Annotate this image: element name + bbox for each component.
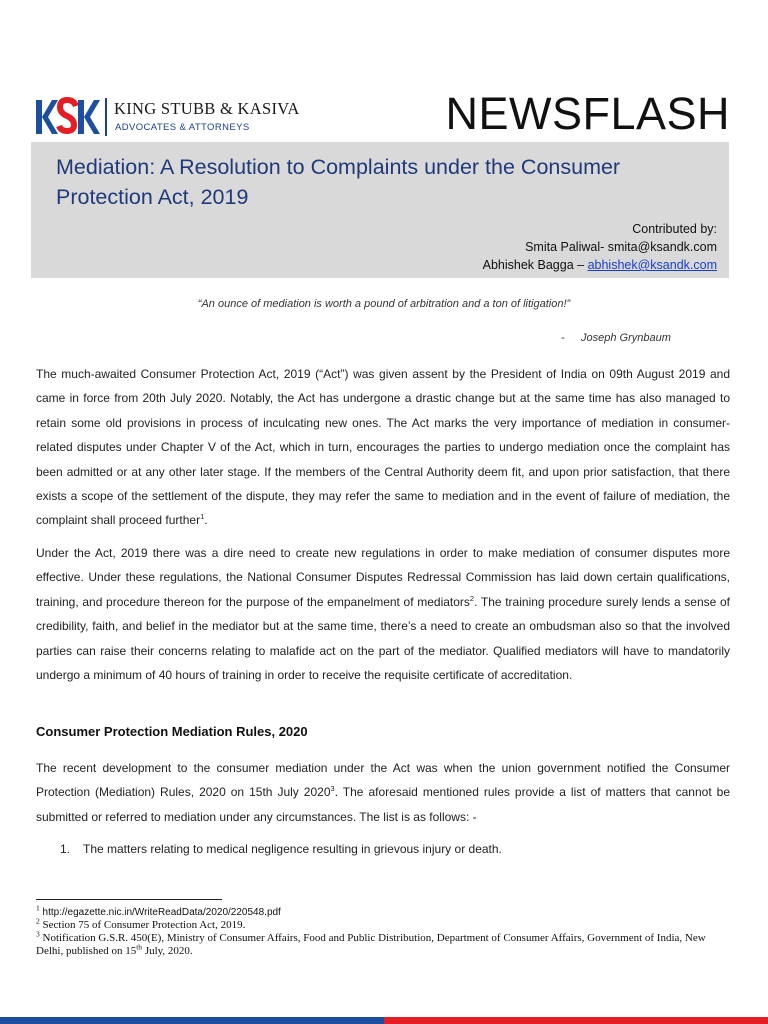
ordinal-suffix: th (136, 942, 143, 952)
paragraph-text: . The training procedure surely lends a sense of credibility, faith, and belief in the mediator but at the same time, there’s a need to create an ombudsman also so that the involved parties can raise their concerns relating to malafide act on the part of the mediator. Qualified mediators will have to mandatorily undergo a minimum of 40 hours of training in order to receive the requisite certificate of accreditation. (36, 594, 731, 683)
footnotes (36, 903, 732, 958)
paragraph-text: ”) was given assent by the President of India on 09th August 2019 and came in force from 20th July 2020. Notably, the Act has undergone a drastic change but at the same time has also managed to retain some old provisions in process of inculcating new ones. The Act marks the very importance of mediation in consumer-related disputes under Chapter V of the Act, which in turn, encourages the parties to undergo mediation once the complaint has been admitted or at any other later stage. If the members of the Central Authority deem fit, and upon prior satisfaction, that there exists a scope of the settlement of the dispute, they may refer the same to mediation and in the event of failure of mediation, the complaint shall proceed further (36, 367, 731, 528)
act-term: Act (323, 367, 341, 381)
newsflash-title: NEWSFLASH (445, 88, 730, 139)
paragraph-text: . (204, 513, 208, 528)
footnote-1-link[interactable]: http://egazette.nic.in/WriteReadData/2020/220548.pdf (39, 907, 281, 918)
list-item (60, 842, 502, 856)
footnote-text: Notification G.S.R. 450(E), Ministry of Consumer Affairs, Food and Public Distribution, Department of Consumer Affairs, Government of India, New Delhi, published on 15 (36, 932, 706, 957)
quote-attribution (561, 332, 671, 344)
paragraph-text: . The aforesaid mentioned rules provide a list of matters that cannot be submitted or referred to mediation under any circumstances. The list is as follows: - (36, 785, 731, 824)
footnote-mark: 1 (36, 903, 40, 913)
contributors-block (483, 220, 717, 274)
footnote-mark: 2 (36, 916, 40, 926)
logo-divider (105, 98, 107, 136)
footer-bar-red (384, 1017, 768, 1024)
footnote-text: Section 75 of Consumer Protection Act, 2019. (39, 919, 246, 931)
paragraph-rules (36, 756, 730, 829)
contributor-smita: Smita Paliwal- smita@ksandk.com (525, 240, 717, 254)
footnote-text: July, 2020. (142, 945, 193, 957)
title-banner (31, 142, 729, 278)
ksk-logo (36, 97, 100, 137)
quote-author: Joseph Grynbaum (581, 332, 671, 344)
paragraph-text: The much-awaited Consumer Protection Act, 2019 (“ (36, 367, 324, 381)
contributed-by-label: Contributed by: (632, 222, 717, 236)
abhishek-email-link[interactable]: abhishek@ksandk.com (587, 258, 717, 272)
firm-subtitle: ADVOCATES & ATTORNEYS (115, 122, 250, 133)
footnote-3 (36, 929, 732, 958)
firm-name: KING STUBB & KASIVA (114, 99, 300, 118)
footnote-1 (36, 903, 732, 919)
contributor-abhishek (483, 256, 717, 274)
footnote-ref-1[interactable]: 1 (200, 512, 205, 522)
footnote-divider (36, 899, 222, 900)
footnote-ref-3[interactable]: 3 (330, 784, 335, 794)
contributor-abhishek-name: Abhishek Bagga – (482, 258, 588, 272)
article-title: Mediation: A Resolution to Complaints under the Consumer Protection Act, 2019 (56, 155, 621, 209)
section-heading: Consumer Protection Mediation Rules, 2020 (36, 724, 308, 739)
footnote-mark: 3 (36, 929, 40, 939)
attribution-dash: - (561, 332, 565, 344)
paragraph-text: The recent development to the consumer mediation under the Act was when the union government notified the Consumer Protection (Mediation) Rules, 2020 on 15th July 2020 (36, 761, 730, 800)
footer-bar-blue (0, 1017, 384, 1024)
epigraph-quote: “An ounce of mediation is worth a pound of arbitration and a ton of litigation!” (197, 298, 571, 310)
paragraph-regulations (36, 541, 730, 687)
list-number: 1. (60, 842, 71, 856)
footnote-ref-2[interactable]: 2 (469, 593, 475, 603)
list-text: The matters relating to medical negligence resulting in grievous injury or death. (83, 842, 502, 856)
paragraph-intro (36, 362, 730, 533)
footnote-2 (36, 916, 732, 932)
paragraph-text: Under the Act, 2019 there was a dire need to create new regulations in order to make mediation of consumer disputes more effective. Under these regulations, the National Consumer Disputes Redressal Commission has laid down certain qualifications, training, and procedure thereon for the purpose of the empanelment of mediators (36, 546, 730, 609)
ksk-logo-graphic (36, 97, 100, 137)
